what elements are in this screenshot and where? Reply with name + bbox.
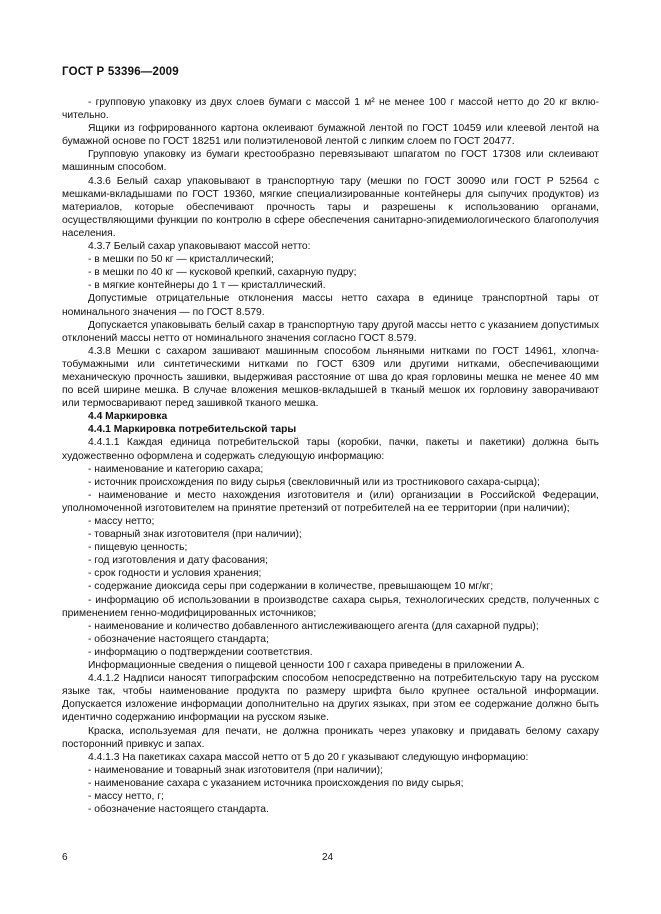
- paragraph: Краска, используемая для печати, не должна проникать через упаковку и придавать белому сахару посторонний привкус и запах.: [62, 725, 599, 750]
- paragraph: - групповую упаковку из двух слоев бумаги с массой 1 м² не менее 100 г массой нетто до 20 кг включительно.: [62, 97, 599, 122]
- paragraph: - наименование сахара с указанием источника происхождения по виду сырья;: [88, 777, 464, 789]
- page-number-center: 24: [322, 852, 334, 863]
- paragraph: 4.3.7 Белый сахар упаковывают массой нетто:: [88, 241, 311, 253]
- paragraph: - в мешки по 40 кг — кусковой крепкий, сахарную пудру;: [88, 267, 357, 279]
- document-header: ГОСТ Р 53396—2009: [62, 66, 179, 78]
- document-body: [62, 96, 599, 816]
- paragraph: - массу нетто, г;: [88, 790, 164, 802]
- paragraph: 4.3.8 Мешки с сахаром зашивают машинным способом льняными нитками по ГОСТ 14961, хлопчатобумажными или синтетическими нитками по ГОСТ 6309 или другими нитками, обеспечивающими механическую прочность зашивки, выдерживая расстояние от шва до края горловины мешка не менее 40 мм по всей ширине мешка. В случае вложения мешков-вкладышей в тканый мешок их горловину заворачивают или термосваривают перед зашивкой тканого мешка.: [62, 345, 599, 410]
- paragraph: - пищевую ценность;: [88, 542, 188, 554]
- paragraph: - обозначение настоящего стандарта.: [88, 804, 269, 816]
- paragraph: - наименование и товарный знак изготовителя (при наличии);: [88, 764, 383, 776]
- paragraph: 4.4.1.2 Надписи наносят типографским способом непосредственно на потребительскую тару на русском языке так, чтобы наименование продукта по размеру шрифта было крупнее остальной информации. Допускается изложение информации дополнительно на других языках, при этом ее содержание должно быть идентично содержанию информации на русском языке.: [62, 673, 599, 724]
- paragraph: - товарный знак изготовителя (при наличии);: [88, 529, 302, 541]
- paragraph: - в мешки по 50 кг — кристаллический;: [88, 254, 274, 266]
- paragraph: - наименование и место нахождения изготовителя и (или) организации в Российской Федерации, уполномоченной изготовителем на принятие претензий от потребителей на ее территории (при наличии);: [62, 489, 599, 514]
- paragraph: 4.3.6 Белый сахар упаковывают в транспортную тару (мешки по ГОСТ 30090 или ГОСТ Р 52564 с мешками-вкладышами по ГОСТ 19360, мягкие специализированные контейнеры для сыпучих продуктов) из материалов, которые обеспечивают прочность тары и разрешены к использованию органами, осуществляющими функции по контролю в сфере обеспечения санитарно-эпидемиологического благополучия населения.: [62, 175, 599, 239]
- paragraph: - наименование и количество добавленного антислеживающего агента (для сахарной пудры);: [88, 620, 539, 632]
- section-heading: 4.4.1 Маркировка потребительской тары: [88, 424, 297, 436]
- paragraph: - обозначение настоящего стандарта;: [88, 633, 269, 645]
- paragraph: Групповую упаковку из бумаги крестообразно перевязывают шпагатом по ГОСТ 17308 или склеивают машинным способом.: [62, 149, 599, 174]
- paragraph: - в мягкие контейнеры до 1 т — кристаллический.: [88, 280, 326, 292]
- paragraph: - источник происхождения по виду сырья (свекловичный или из тростникового сахара-сырца);: [88, 476, 540, 488]
- page-number-left: 6: [62, 852, 68, 863]
- paragraph: Допускается упаковывать белый сахар в транспортную тару другой массы нетто с указанием допустимых отклонений массы нетто от номинального значения согласно ГОСТ 8.579.: [62, 319, 599, 344]
- paragraph: Допустимые отрицательные отклонения массы нетто сахара в единице транспортной тары от номинального значения — по ГОСТ 8.579.: [62, 293, 599, 318]
- paragraph: - массу нетто;: [88, 516, 155, 527]
- paragraph: - наименование и категорию сахара;: [88, 463, 264, 475]
- paragraph: Информационные сведения о пищевой ценности 100 г сахара приведены в приложении А.: [88, 660, 525, 672]
- paragraph: 4.4.1.3 На пакетиках сахара массой нетто от 5 до 20 г указывают следующую информацию:: [88, 751, 529, 763]
- paragraph: - содержание диоксида серы при содержании в количестве, превышающем 10 мг/кг;: [88, 581, 494, 593]
- paragraph: 4.4.1.1 Каждая единица потребительской тары (коробки, пачки, пакеты и пакетики) должна быть художественно оформлена и содержать следующую информацию:: [62, 437, 599, 462]
- paragraph: - год изготовления и дату фасования;: [88, 555, 268, 567]
- paragraph: Ящики из гофрированного картона оклеивают бумажной лентой по ГОСТ 10459 или клеевой лентой на бумажной основе по ГОСТ 18251 или полиэтиленовой лентой с липким слоем по ГОСТ 20477.: [62, 123, 599, 148]
- paragraph: - срок годности и условия хранения;: [88, 568, 262, 580]
- paragraph: - информацию об использовании в производстве сахара сырья, технологических средств, полученных с применением генно-модифицированных источников;: [62, 594, 599, 619]
- section-heading: 4.4 Маркировка: [88, 411, 168, 423]
- paragraph: - информацию о подтверждении соответствия.: [88, 646, 313, 658]
